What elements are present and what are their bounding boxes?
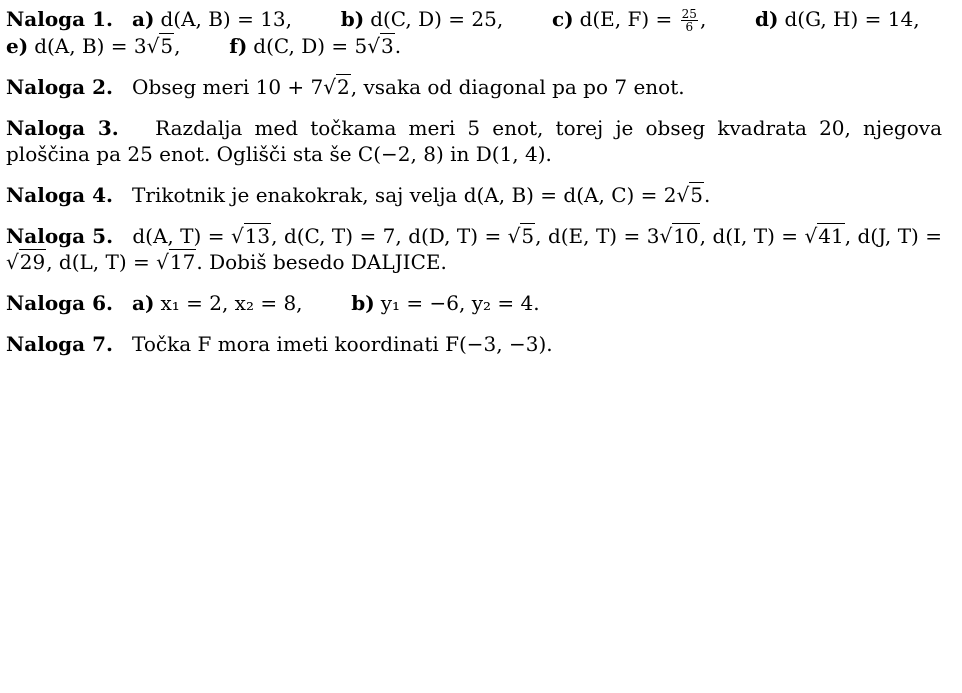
sqrt-symbol: √17 bbox=[156, 250, 196, 274]
task-7 bbox=[6, 331, 942, 357]
task-3-text: Razdalja med točkama meri 5 enot, torej je obseg kvadrata 20, njegova ploščina pa 25 enot. Oglišči sta še C(−2, 8) in D(1, 4). bbox=[6, 116, 942, 166]
task-1-part-c-fraction bbox=[681, 8, 698, 33]
task-4 bbox=[6, 182, 942, 208]
task-5-label: Naloga 5. bbox=[6, 224, 114, 248]
task-4-text-pre: Trikotnik je enakokrak, saj velja d(A, B) = d(A, C) = 2 bbox=[132, 183, 677, 207]
task-5-item-d: d(D, T) = bbox=[408, 224, 508, 248]
task-2-text-post: , vsaka od diagonal pa po 7 enot. bbox=[350, 75, 685, 99]
task-1-part-e-letter: e) bbox=[6, 34, 29, 58]
radicand: 2 bbox=[337, 75, 350, 99]
task-5-tail: Dobiš besedo DALJICE. bbox=[209, 250, 447, 274]
separator: . bbox=[196, 250, 203, 274]
task-7-label: Naloga 7. bbox=[6, 332, 113, 356]
task-1-part-e-post: , bbox=[174, 34, 181, 58]
radicand: 29 bbox=[19, 250, 46, 274]
task-1-part-e-pre: d(A, B) = 3 bbox=[34, 34, 147, 58]
task-6-part-a: x₁ = 2, x₂ = 8, bbox=[160, 291, 303, 315]
task-1-part-f-letter: f) bbox=[229, 34, 248, 58]
task-5-item-c: d(C, T) = 7, bbox=[283, 224, 402, 248]
radicand: 41 bbox=[818, 224, 844, 248]
task-1-part-f-pre: d(C, D) = 5 bbox=[253, 34, 368, 58]
separator: , bbox=[271, 224, 278, 248]
task-1-part-b: d(C, D) = 25, bbox=[370, 7, 504, 31]
task-6-part-b: y₁ = −6, y₂ = 4. bbox=[380, 291, 540, 315]
sqrt-symbol: √5 bbox=[507, 224, 535, 248]
sqrt-symbol: √5 bbox=[676, 183, 703, 207]
task-1-part-a-letter: a) bbox=[132, 7, 155, 31]
task-1-part-a: d(A, B) = 13, bbox=[160, 7, 293, 31]
task-2-label: Naloga 2. bbox=[6, 75, 113, 99]
sqrt-symbol: √41 bbox=[804, 224, 844, 248]
sqrt-symbol: √2 bbox=[323, 75, 350, 99]
task-1 bbox=[6, 6, 942, 59]
radicand: 5 bbox=[690, 183, 703, 207]
task-6-part-a-letter: a) bbox=[132, 291, 155, 315]
separator: , bbox=[46, 250, 53, 274]
task-1-label: Naloga 1. bbox=[6, 7, 113, 31]
task-2-text-pre: Obseg meri 10 + 7 bbox=[132, 75, 324, 99]
task-6-label: Naloga 6. bbox=[6, 291, 113, 315]
task-4-text-post: . bbox=[703, 183, 711, 207]
separator: , bbox=[844, 224, 852, 248]
sqrt-symbol: √29 bbox=[6, 250, 46, 274]
task-4-label: Naloga 4. bbox=[6, 183, 113, 207]
sqrt-symbol: √10 bbox=[659, 224, 699, 248]
task-5-item-a: d(A, T) = bbox=[132, 224, 231, 248]
task-1-part-c-pre: d(E, F) = bbox=[579, 7, 673, 31]
task-1-part-d-letter: d) bbox=[755, 7, 779, 31]
sqrt-symbol: √5 bbox=[146, 34, 174, 58]
task-1-part-c-post: , bbox=[699, 7, 707, 31]
task-5-item-l: d(L, T) = bbox=[58, 250, 157, 274]
radicand: 17 bbox=[169, 250, 196, 274]
separator: , bbox=[535, 224, 542, 248]
radicand: 13 bbox=[244, 224, 271, 248]
radicand: 5 bbox=[521, 224, 535, 248]
task-6 bbox=[6, 290, 942, 316]
radicand: 10 bbox=[673, 224, 699, 248]
radicand: 5 bbox=[160, 34, 174, 58]
task-1-part-b-letter: b) bbox=[340, 7, 365, 31]
fraction-denominator: 6 bbox=[685, 20, 694, 34]
radicand: 3 bbox=[381, 34, 394, 58]
task-2 bbox=[6, 74, 942, 100]
solutions-page bbox=[6, 6, 942, 372]
task-1-part-f-post: . bbox=[394, 34, 402, 58]
task-3 bbox=[6, 115, 942, 167]
sqrt-symbol: √13 bbox=[230, 224, 271, 248]
task-6-part-b-letter: b) bbox=[351, 291, 375, 315]
task-1-part-c-letter: c) bbox=[551, 7, 574, 31]
task-5 bbox=[6, 223, 942, 275]
separator: , bbox=[699, 224, 706, 248]
fraction-numerator: 25 bbox=[681, 7, 697, 21]
task-5-item-e: d(E, T) = 3 bbox=[547, 224, 660, 248]
task-1-part-d: d(G, H) = 14, bbox=[784, 7, 920, 31]
task-3-label: Naloga 3. bbox=[6, 116, 119, 140]
task-5-item-j: d(J, T) = bbox=[857, 224, 943, 248]
task-5-item-i: d(I, T) = bbox=[712, 224, 805, 248]
task-7-text: Točka F mora imeti koordinati F(−3, −3). bbox=[132, 332, 553, 356]
sqrt-symbol: √3 bbox=[367, 34, 394, 58]
